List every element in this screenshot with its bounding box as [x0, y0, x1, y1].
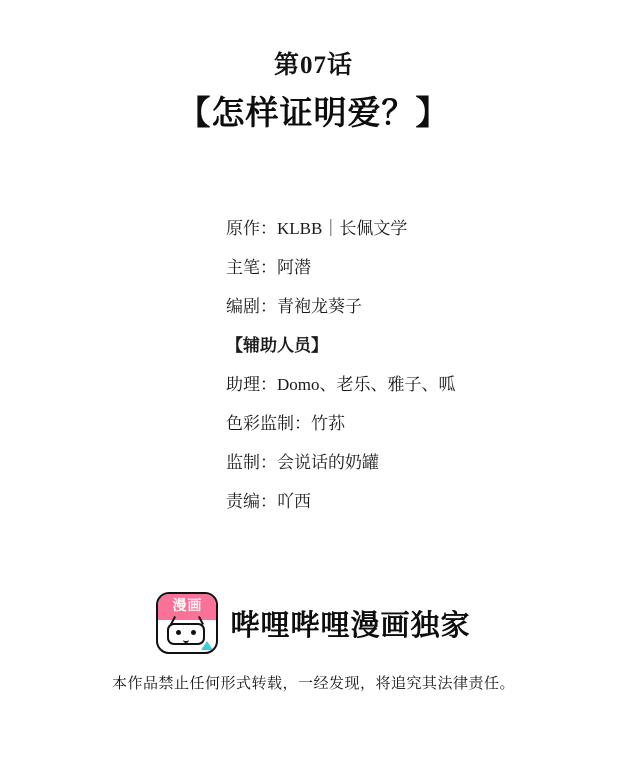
bilibili-manga-logo-icon: [156, 592, 218, 654]
credits-list: [226, 218, 566, 530]
legal-notice: 本作品禁止任何形式转载，一经发现，将追究其法律责任。: [111, 676, 515, 692]
credit-group-header-support-staff: 【辅助人员】: [226, 335, 328, 355]
credit-line-supervisor: 监制：会说话的奶罐: [226, 452, 379, 472]
credit-line-color-supervisor: 色彩监制：竹荪: [226, 413, 345, 433]
brand-row: [0, 592, 627, 654]
credit-line-original-author: 原作：KLBB｜长佩文学: [226, 219, 408, 238]
brand-name: 哔哩哔哩漫画独家: [230, 609, 471, 642]
title-block: [0, 0, 627, 136]
credit-line-screenwriter: 编剧：青袍龙葵子: [226, 296, 362, 316]
episode-title: 【怎样证明爱？】: [177, 96, 450, 133]
credit-line-editor: 责编：吖西: [226, 491, 311, 511]
credit-line-lead-artist: 主笔：阿潜: [226, 257, 311, 277]
logo-spark-icon: [201, 641, 213, 650]
episode-number: 第07话: [273, 52, 353, 79]
logo-badge-text: 漫画: [172, 599, 203, 614]
credit-line-assistants: 助理：Domo、老乐、雅子、呱: [226, 374, 456, 394]
